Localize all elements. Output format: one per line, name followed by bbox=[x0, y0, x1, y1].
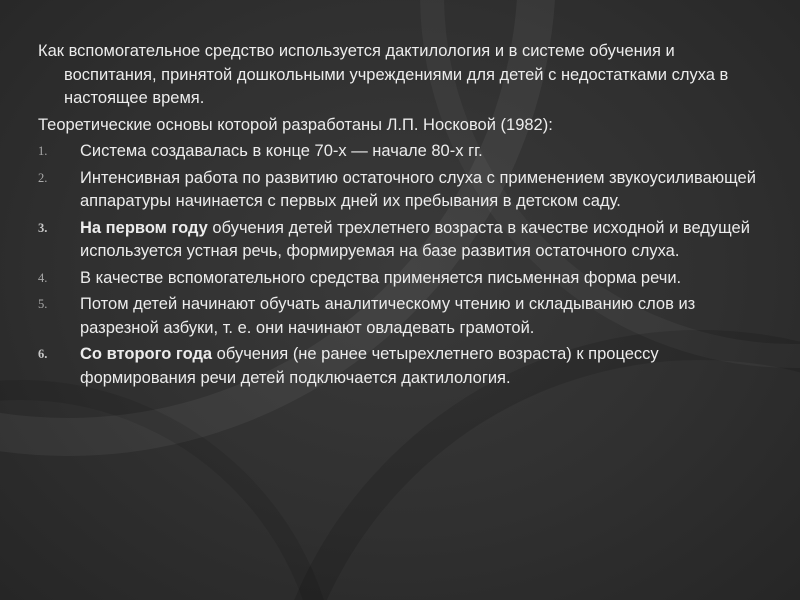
list-item-number: 5. bbox=[38, 297, 48, 311]
list-item-text: Интенсивная работа по развитию остаточного слуха с применением звукоусиливающей аппаратуры начинается с первых дней их пребывания в детском саду. bbox=[80, 168, 756, 210]
list-item bbox=[38, 140, 758, 164]
intro-paragraph: Как вспомогательное средство используется дактилология и в системе обучения и воспитания, принятой дошкольными учреждениями для детей с недостатками слуха в настоящее время. bbox=[38, 42, 729, 107]
list-item-text: обучения детей трехлетнего возраста в качестве исходной и ведущей используется устная речь, формируемая на базе развития остаточного слуха. bbox=[80, 218, 750, 260]
decorative-arc bbox=[0, 380, 340, 600]
list-item bbox=[38, 217, 758, 264]
list-item bbox=[38, 343, 758, 390]
list-item-text: В качестве вспомогательного средства применяется письменная форма речи. bbox=[80, 268, 682, 287]
list-item-number: 4. bbox=[38, 270, 48, 285]
basis-paragraph: Теоретические основы которой разработаны Л.П. Носковой (1982): bbox=[38, 115, 553, 134]
list-item bbox=[38, 167, 758, 214]
list-item bbox=[38, 267, 758, 291]
list-item-text: Система создавалась в конце 70-х — начале 80-х гг. bbox=[80, 142, 483, 160]
list-item-bold-text: На первом году bbox=[80, 218, 208, 237]
list-item-number: 3. bbox=[38, 220, 48, 235]
slide-content bbox=[38, 40, 758, 393]
list-item bbox=[38, 293, 758, 340]
numbered-list bbox=[38, 140, 758, 390]
list-item-bold-text: Со второго года bbox=[80, 345, 213, 363]
list-item-number: 6. bbox=[38, 347, 48, 361]
list-item-number: 1. bbox=[38, 144, 48, 158]
list-item-text: Потом детей начинают обучать аналитическому чтению и складыванию слов из разрезной азбуки, т. е. они начинают овладевать грамотой. bbox=[80, 295, 696, 337]
list-item-text: обучения (не ранее четырехлетнего возраста) к процессу формирования речи детей подключается дактилология. bbox=[80, 345, 659, 387]
list-item-number: 2. bbox=[38, 170, 48, 185]
